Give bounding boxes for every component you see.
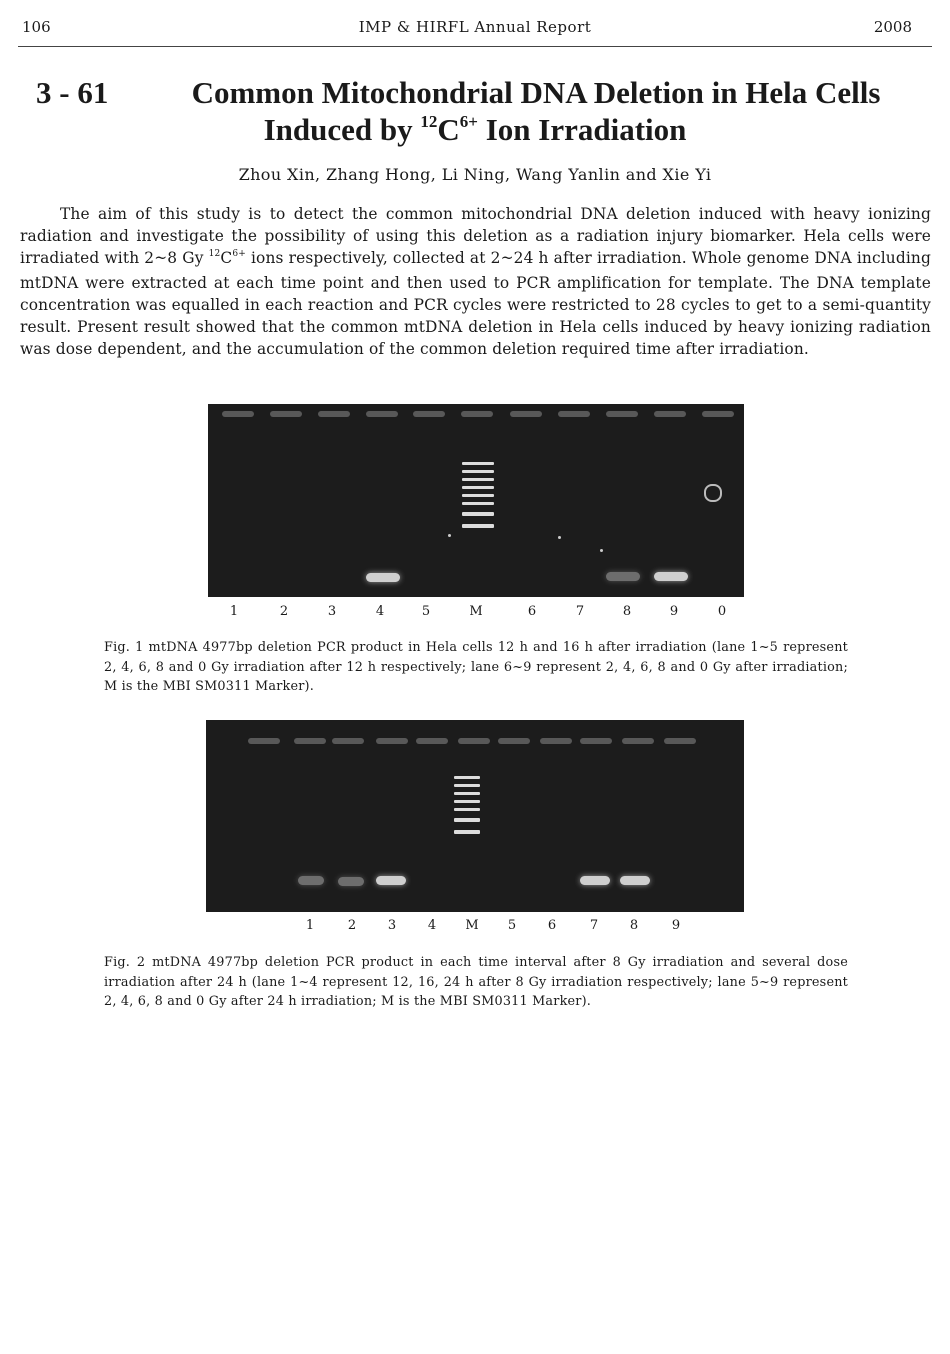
lane-label: 1 bbox=[305, 918, 315, 933]
well bbox=[654, 411, 686, 417]
marker-band bbox=[454, 800, 480, 803]
marker-band bbox=[462, 470, 494, 473]
lane-label: 5 bbox=[507, 918, 517, 933]
marker-band bbox=[462, 524, 494, 528]
title-line-1: Common Mitochondrial DNA Deletion in Hela Cells bbox=[191, 75, 881, 110]
well bbox=[702, 411, 734, 417]
marker-band bbox=[462, 462, 494, 465]
header-rule bbox=[18, 46, 932, 47]
well bbox=[248, 738, 280, 744]
title-line-2 bbox=[264, 112, 687, 147]
marker-band bbox=[462, 512, 494, 516]
figure-1-gel-image bbox=[208, 404, 744, 597]
pcr-band-lane-7 bbox=[580, 876, 610, 885]
marker-band bbox=[454, 792, 480, 795]
marker-band bbox=[462, 478, 494, 481]
abstract-ion-charge: 6+ bbox=[232, 249, 246, 259]
well bbox=[580, 738, 612, 744]
article-title bbox=[20, 74, 930, 153]
figure-2-caption: Fig. 2 mtDNA 4977bp deletion PCR product in each time interval after 8 Gy irradiation and several dose irradiation after 24 h (lane 1~4 represent 12, 16, 24 h after 8 Gy irradiation respectively; lane 5~9 represent 2, 4, 6, 8 and 0 Gy after 24 h irradiation; M is the MBI SM0311 Marker). bbox=[104, 955, 848, 1009]
well bbox=[558, 411, 590, 417]
well bbox=[270, 411, 302, 417]
title-line-2-before: Induced by bbox=[263, 112, 421, 147]
well bbox=[332, 738, 364, 744]
lane-label: 9 bbox=[671, 918, 681, 933]
pcr-band-lane-9 bbox=[654, 572, 688, 581]
well bbox=[498, 738, 530, 744]
pcr-band-lane-8 bbox=[606, 572, 640, 581]
well bbox=[416, 738, 448, 744]
gel-speck bbox=[448, 534, 451, 537]
lane-label: M bbox=[469, 604, 483, 619]
lane-label: M bbox=[465, 918, 479, 933]
well bbox=[318, 411, 350, 417]
pcr-band-lane-3 bbox=[376, 876, 406, 885]
journal-title: IMP & HIRFL Annual Report bbox=[358, 18, 592, 36]
well bbox=[461, 411, 493, 417]
figure-2-gel-image bbox=[206, 720, 744, 912]
lane-label: 6 bbox=[547, 918, 557, 933]
marker-band bbox=[462, 502, 494, 505]
lane-label: 5 bbox=[421, 604, 431, 619]
lane-label: 1 bbox=[229, 604, 239, 619]
lane-label: 7 bbox=[575, 604, 585, 619]
pcr-band-lane-4 bbox=[366, 573, 400, 582]
well bbox=[606, 411, 638, 417]
figure-1-caption: Fig. 1 mtDNA 4977bp deletion PCR product in Hela cells 12 h and 16 h after irradiation (lane 1~5 represent 2, 4, 6, 8 and 0 Gy irradiation after 12 h respectively; lane 6~9 represent 2, 4, 6, 8 and 0 Gy after irradiation; M is the MBI SM0311 Marker). bbox=[104, 640, 848, 694]
marker-band bbox=[454, 808, 480, 811]
lane-label: 4 bbox=[427, 918, 437, 933]
pcr-band-lane-8 bbox=[620, 876, 650, 885]
abstract-part-1: The aim of this study is to detect the common mitochondrial DNA deletion induced with heavy ionizing radiation and investigate the possibility of using this deletion as a radiation injury biomarker. Hela cells were irradiated with 2~8 Gy bbox=[20, 205, 931, 267]
ion-symbol: C bbox=[437, 112, 460, 147]
pcr-band-lane-2 bbox=[338, 877, 364, 886]
lane-label: 0 bbox=[717, 604, 727, 619]
abstract bbox=[20, 203, 931, 360]
well bbox=[458, 738, 490, 744]
lane-label: 8 bbox=[629, 918, 639, 933]
marker-band bbox=[454, 830, 480, 834]
well bbox=[413, 411, 445, 417]
lane-label: 7 bbox=[589, 918, 599, 933]
page-header bbox=[0, 0, 950, 48]
well bbox=[622, 738, 654, 744]
lane-label: 9 bbox=[669, 604, 679, 619]
well bbox=[222, 411, 254, 417]
marker-band bbox=[462, 494, 494, 497]
lane-label: 3 bbox=[387, 918, 397, 933]
ion-mass: 12 bbox=[420, 112, 438, 131]
pcr-band-lane-1 bbox=[298, 876, 324, 885]
abstract-paragraph bbox=[20, 203, 931, 360]
abstract-part-2: ions respectively, collected at 2~24 h after irradiation. Whole genome DNA including mtDNA were extracted at each time point and then used to PCR amplification for template. The DNA template concentration was equalled in each reaction and PCR cycles were restricted to 28 cycles to get to a semi-quantity result. Present result showed that the common mtDNA deletion in Hela cells induced by heavy ionizing radiation was dose dependent, and the accumulation of the common deletion required time after irradiation. bbox=[20, 249, 931, 358]
well bbox=[294, 738, 326, 744]
report-year: 2008 bbox=[873, 18, 912, 36]
marker-band bbox=[454, 818, 480, 822]
abstract-ion-symbol: C bbox=[220, 249, 233, 267]
author-list: Zhou Xin, Zhang Hong, Li Ning, Wang Yanlin and Xie Yi bbox=[238, 165, 712, 184]
ion-charge: 6+ bbox=[459, 112, 478, 131]
lane-label: 2 bbox=[347, 918, 357, 933]
lane-label: 2 bbox=[279, 604, 289, 619]
well bbox=[664, 738, 696, 744]
marker-band bbox=[462, 486, 494, 489]
title-line-2-after: Ion Irradiation bbox=[477, 112, 687, 147]
lane-label: 4 bbox=[375, 604, 385, 619]
marker-band bbox=[454, 784, 480, 787]
article-number: 3 - 61 bbox=[36, 75, 109, 110]
well bbox=[376, 738, 408, 744]
gel-speck bbox=[704, 484, 722, 502]
well bbox=[510, 411, 542, 417]
gel-speck bbox=[600, 549, 603, 552]
well bbox=[366, 411, 398, 417]
page-number: 106 bbox=[22, 18, 51, 36]
marker-band bbox=[454, 776, 480, 779]
lane-label: 3 bbox=[327, 604, 337, 619]
lane-label: 8 bbox=[622, 604, 632, 619]
well bbox=[540, 738, 572, 744]
gel-speck bbox=[558, 536, 561, 539]
lane-label: 6 bbox=[527, 604, 537, 619]
abstract-ion-mass: 12 bbox=[208, 249, 221, 259]
